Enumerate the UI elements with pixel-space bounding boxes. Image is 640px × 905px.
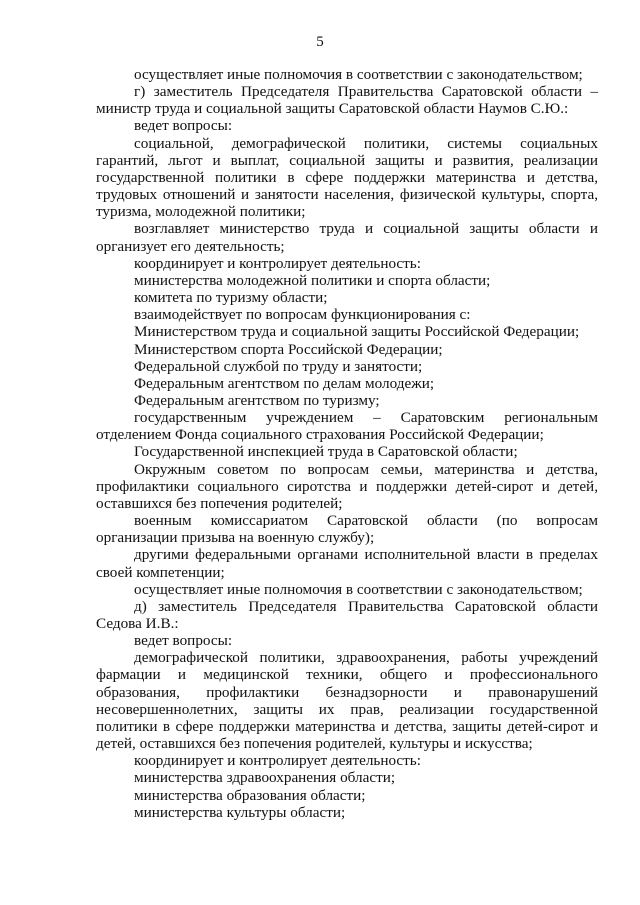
paragraph: Федеральной службой по труду и занятости; — [134, 357, 423, 375]
paragraph: д) заместитель Председателя Правительства Саратовской области Седова И.В.: — [96, 597, 598, 632]
paragraph: осуществляет иные полномочия в соответствии с законодательством; — [134, 66, 583, 83]
paragraph: ведет вопросы: — [134, 632, 233, 650]
paragraph: ведет вопросы: — [134, 117, 233, 135]
paragraph: возглавляет министерство труда и социальной защиты области и организует его деятельность; — [96, 220, 598, 255]
document-body — [96, 66, 598, 821]
paragraph: Государственной инспекцией труда в Саратовской области; — [134, 443, 518, 461]
paragraph: Федеральным агентством по туризму; — [134, 391, 380, 409]
paragraph: военным комиссариатом Саратовской области (по вопросам организации призыва на военную службу); — [96, 512, 598, 547]
page-number: 5 — [316, 34, 324, 50]
paragraph: министерства молодежной политики и спорта области; — [134, 271, 491, 289]
paragraph: Окружным советом по вопросам семьи, материнства и детства, профилактики социального сиротства и поддержки детей-сирот и детей, оставшихся без попечения родителей; — [96, 460, 598, 512]
paragraph: министерства здравоохранения области; — [134, 769, 396, 787]
paragraph: демографической политики, здравоохранения, работы учреждений фармации и медицинской техники, общего и профессионального образования, профилактики безнадзорности и правонарушений несовершеннолетних, защиты их прав, реализации государственной политики в сфере поддержки материнства и детства, защиты детей-сирот и детей, оставшихся без попечения родителей, культуры и искусства; — [96, 649, 598, 753]
paragraph: другими федеральными органами исполнительной власти в пределах своей компетенции; — [96, 546, 598, 581]
paragraph: координирует и контролирует деятельность: — [134, 254, 421, 272]
paragraph: взаимодействует по вопросам функционирования с: — [134, 306, 471, 324]
paragraph: Министерством труда и социальной защиты Российской Федерации; — [134, 323, 580, 341]
paragraph: Министерством спорта Российской Федерации; — [134, 340, 443, 358]
paragraph: Федеральным агентством по делам молодежи; — [134, 374, 435, 392]
paragraph: министерства культуры области; — [134, 803, 346, 821]
paragraph: г) заместитель Председателя Правительства Саратовской области – министр труда и социальной защиты Саратовской области Наумов С.Ю.: — [96, 83, 598, 118]
paragraph: осуществляет иные полномочия в соответствии с законодательством; — [134, 580, 583, 598]
paragraph: комитета по туризму области; — [134, 289, 328, 307]
paragraph: координирует и контролирует деятельность: — [134, 752, 421, 770]
paragraph: социальной, демографической политики, системы социальных гарантий, льгот и выплат, социальной защиты и развития, реализации государственной политики в сфере поддержки материнства и детства, трудовых отношений и занятости населения, физической культуры, спорта, туризма, молодежной политики; — [96, 134, 598, 221]
paragraph: министерства образования области; — [134, 786, 366, 804]
paragraph: государственным учреждением – Саратовским региональным отделением Фонда социального страхования Российской Федерации; — [96, 409, 598, 444]
